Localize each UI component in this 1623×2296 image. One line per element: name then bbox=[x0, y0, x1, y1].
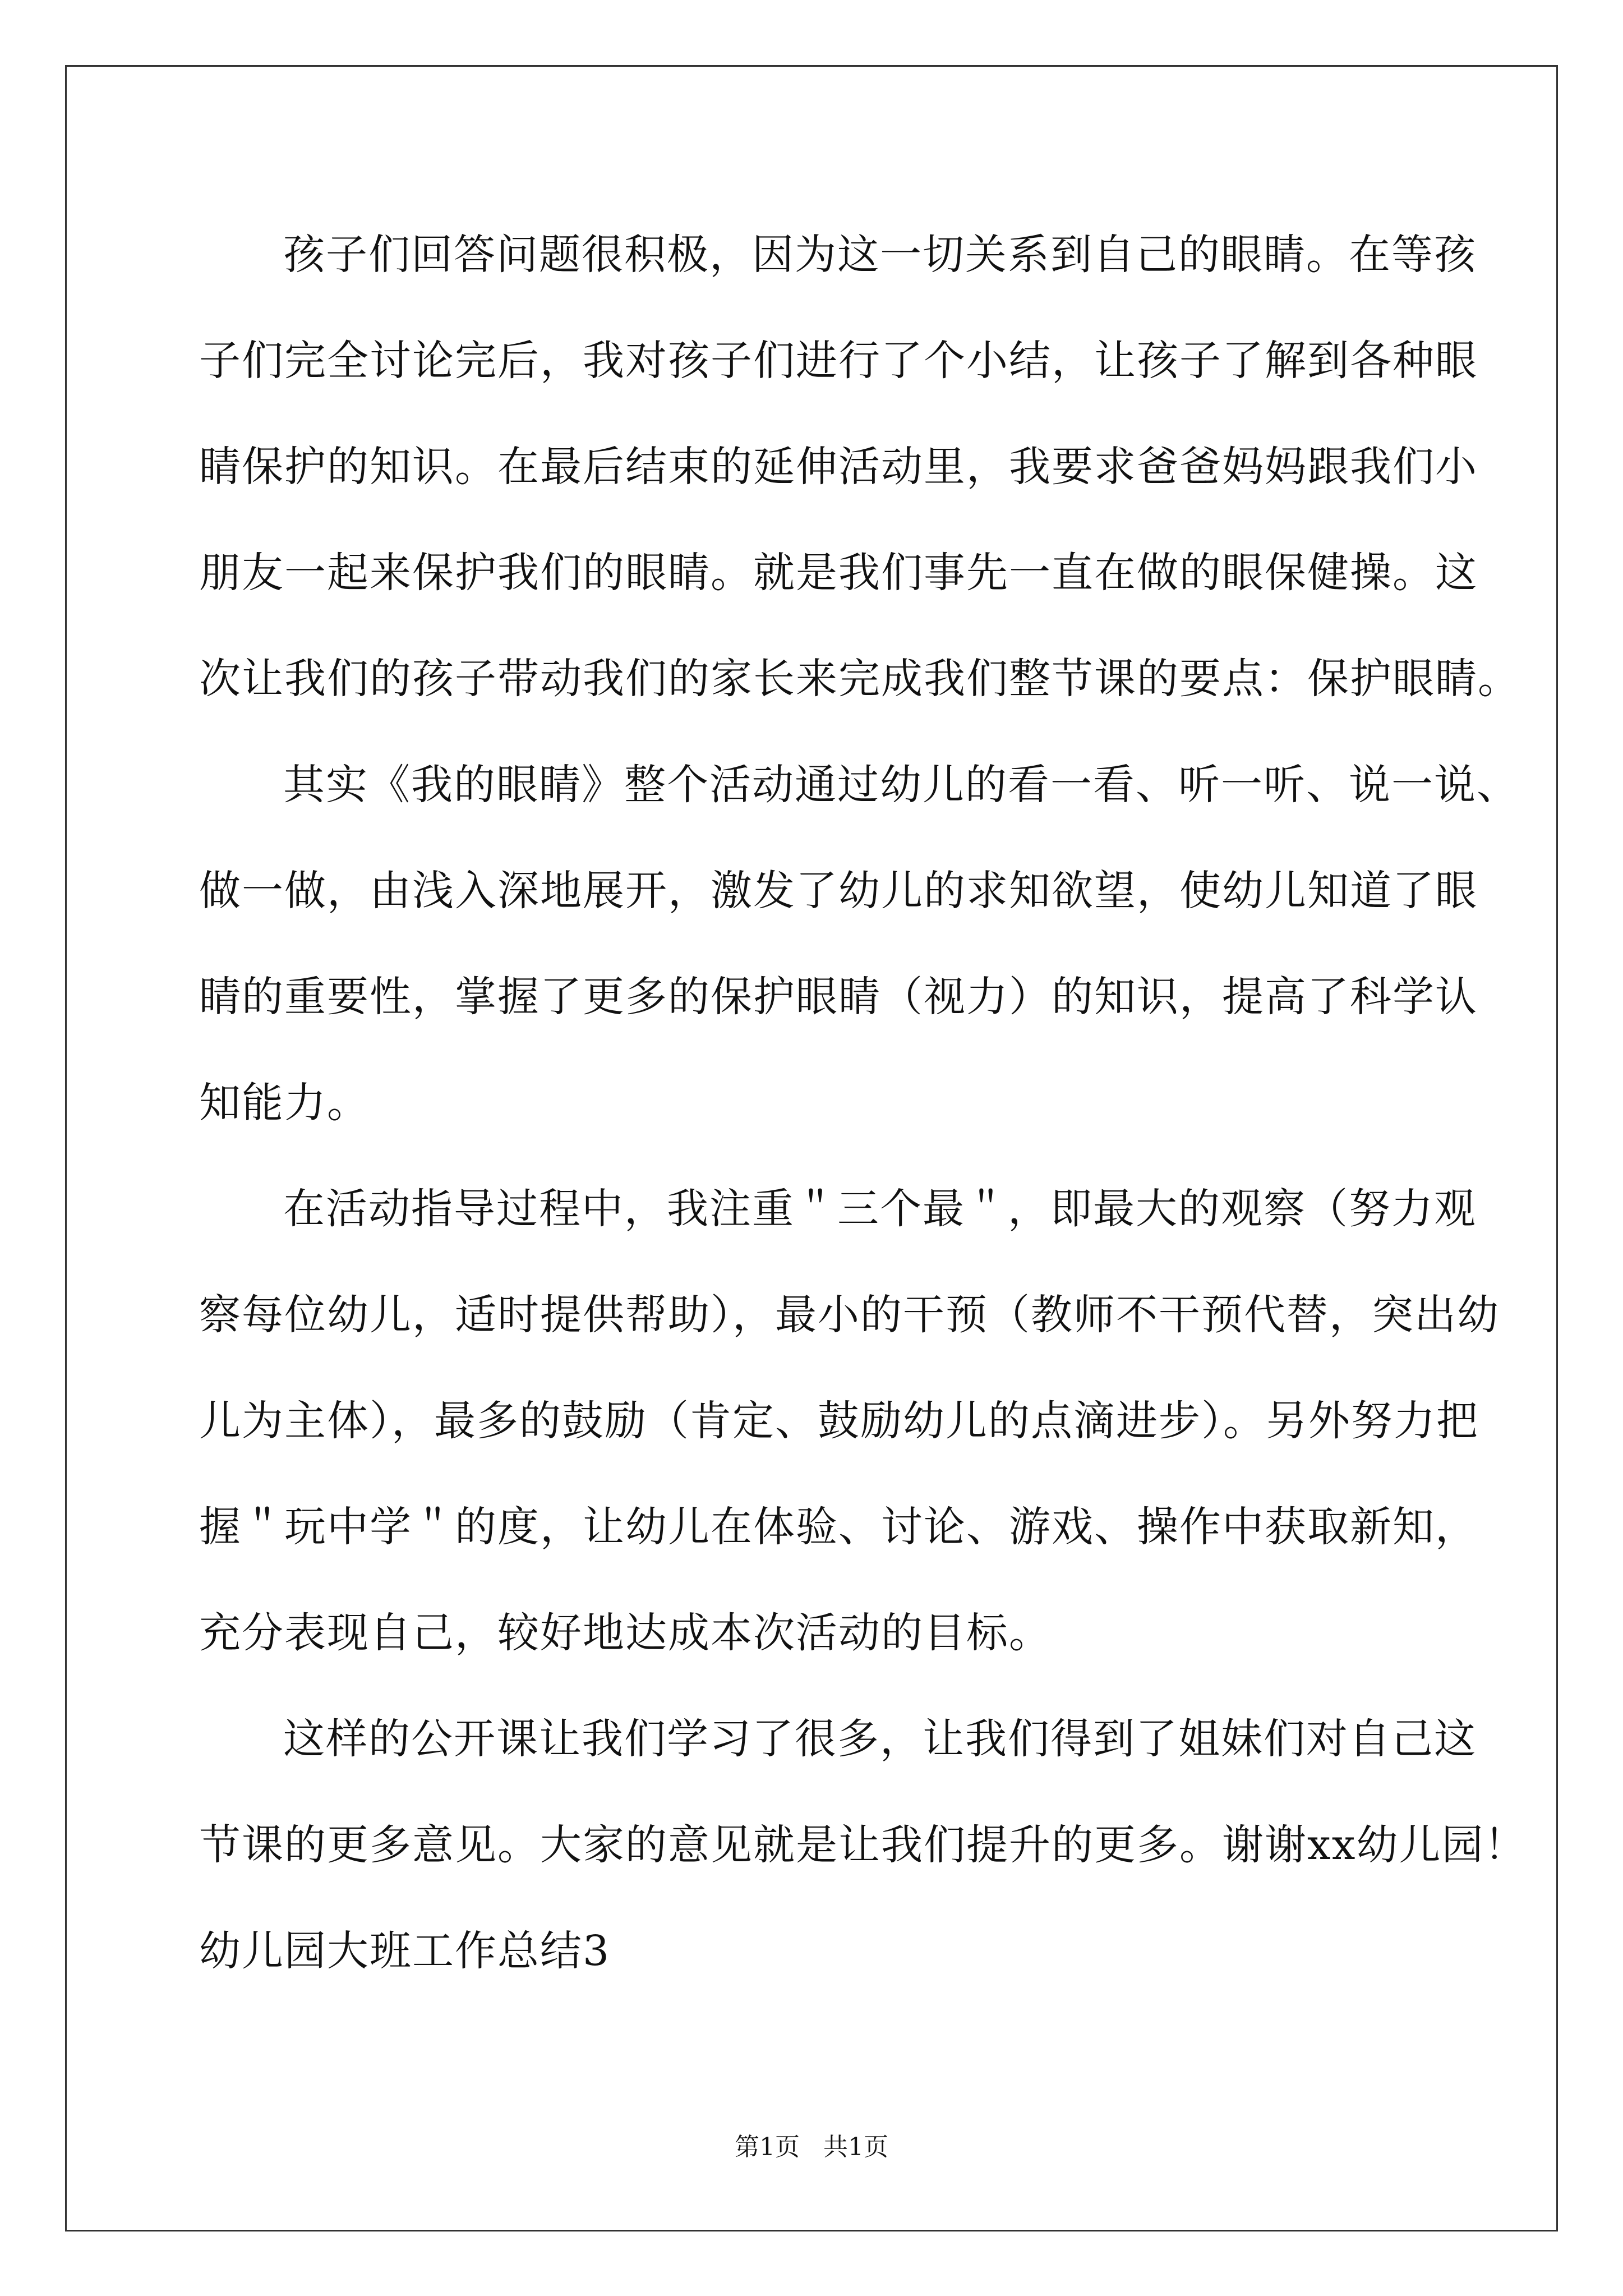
paragraph-1-line-4: 朋友一起来保护我们的眼睛。就是我们事先一直在做的眼保健操。这 bbox=[199, 549, 1478, 597]
paragraph-3-line-4: 握＂玩中学＂的度，让幼儿在体验、讨论、游戏、操作中获取新知， bbox=[199, 1503, 1478, 1551]
paragraph-1-line-2: 子们完全讨论完后，我对孩子们进行了个小结，让孩子了解到各种眼 bbox=[199, 337, 1478, 385]
paragraph-3-line-2: 察每位幼儿，适时提供帮助），最小的干预（教师不干预代替，突出幼 bbox=[199, 1291, 1500, 1339]
paragraph-2-line-2: 做一做，由浅入深地展开，激发了幼儿的求知欲望，使幼儿知道了眼 bbox=[199, 867, 1478, 915]
paragraph-4-line-2: 节课的更多意见。大家的意见就是让我们提升的更多。谢谢xx幼儿园！ bbox=[199, 1821, 1527, 1869]
section-heading: 幼儿园大班工作总结3 bbox=[199, 1927, 611, 1975]
paragraph-1-line-1: 孩子们回答问题很积极，因为这一切关系到自己的眼睛。在等孩 bbox=[283, 231, 1477, 279]
paragraph-3-line-1: 在活动指导过程中，我注重＂三个最＂，即最大的观察（努力观 bbox=[283, 1185, 1477, 1233]
paragraph-2-line-1: 其实《我的眼睛》整个活动通过幼儿的看一看、听一听、说一说、 bbox=[283, 761, 1519, 809]
paragraph-2-line-3: 睛的重要性，掌握了更多的保护眼睛（视力）的知识，提高了科学认 bbox=[199, 973, 1478, 1021]
document-body bbox=[199, 202, 1527, 2004]
paragraph-2-line-4: 知能力。 bbox=[199, 1079, 370, 1127]
paragraph-4-line-1: 这样的公开课让我们学习了很多，让我们得到了姐妹们对自己这 bbox=[283, 1715, 1477, 1763]
page-footer: 第1页 共1页 bbox=[735, 2133, 888, 2161]
paragraph-1-line-5: 次让我们的孩子带动我们的家长来完成我们整节课的要点：保护眼睛。 bbox=[199, 655, 1520, 703]
paragraph-3-line-3: 儿为主体），最多的鼓励（肯定、鼓励幼儿的点滴进步）。另外努力把 bbox=[199, 1397, 1479, 1445]
paragraph-3-line-5: 充分表现自己，较好地达成本次活动的目标。 bbox=[199, 1609, 1052, 1657]
paragraph-1-line-3: 睛保护的知识。在最后结束的延伸活动里，我要求爸爸妈妈跟我们小 bbox=[199, 443, 1478, 491]
